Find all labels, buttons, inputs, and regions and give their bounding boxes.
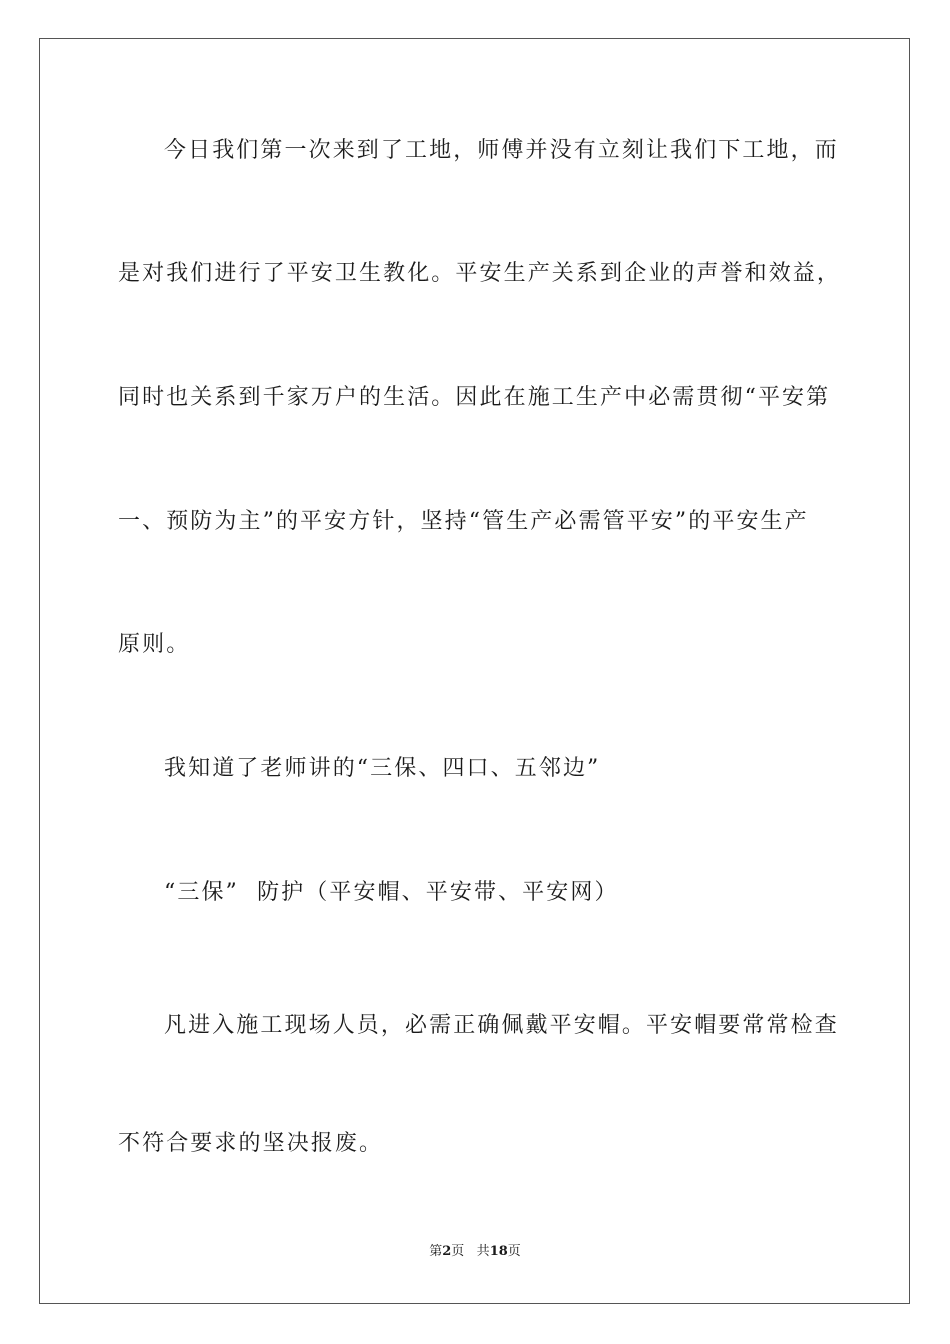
- paragraph-line: 一、预防为主”的平安方针，坚持“管生产必需管平安”的平安生产: [118, 509, 809, 534]
- paragraph-line: 不符合要求的坚决报废。: [118, 1131, 384, 1156]
- footer-total-suffix: 页: [507, 1244, 521, 1259]
- page-border: [39, 38, 910, 1304]
- paragraph-line: 原则。: [118, 632, 191, 657]
- footer-total-pages: 18: [489, 1244, 508, 1259]
- footer-page-suffix: 页: [451, 1244, 465, 1259]
- paragraph-line: 凡进入施工现场人员，必需正确佩戴平安帽。平安帽要常常检查: [164, 1013, 839, 1038]
- paragraph-line: 我知道了老师讲的“三保、四口、五邻边”: [164, 756, 601, 781]
- footer-page-number: 2: [442, 1244, 452, 1259]
- paragraph-line: 同时也关系到千家万户的生活。因此在施工生产中必需贯彻“平安第: [118, 385, 831, 410]
- page-footer: [0, 1243, 950, 1261]
- paragraph-line: 今日我们第一次来到了工地，师傅并没有立刻让我们下工地，而: [164, 138, 839, 163]
- footer-page-prefix: 第: [429, 1244, 443, 1259]
- paragraph-line: 是对我们进行了平安卫生教化。平安生产关系到企业的声誉和效益，: [118, 261, 842, 286]
- paragraph-line: “三保” 防护（平安帽、平安带、平安网）: [164, 880, 619, 905]
- footer-total-prefix: 共: [476, 1244, 490, 1259]
